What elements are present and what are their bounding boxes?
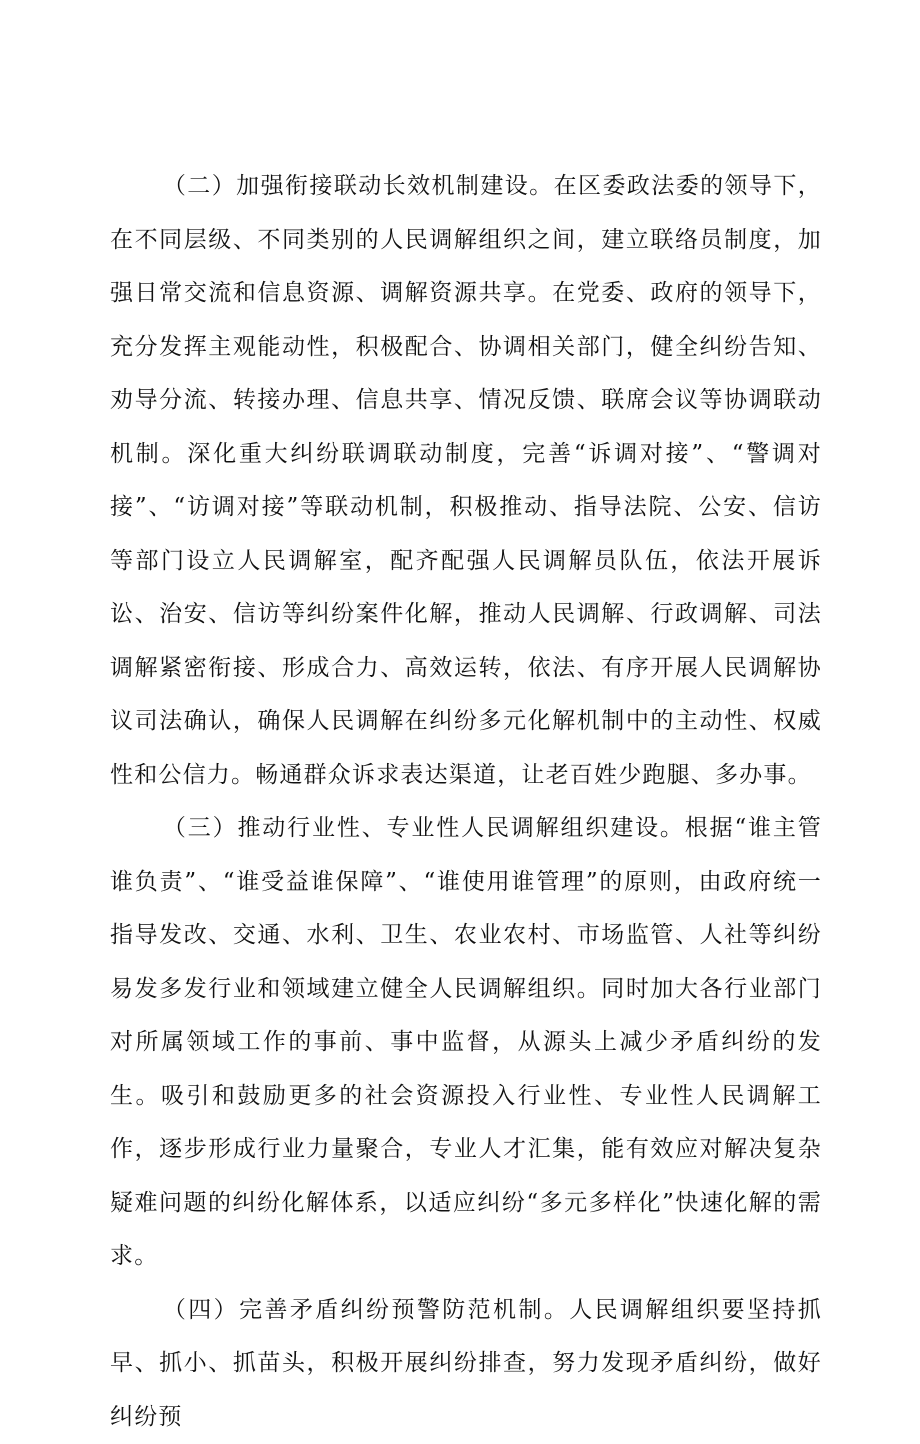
paragraph-section-4: （四）完善矛盾纠纷预警防范机制。人民调解组织要坚持抓早、抓小、抓苗头，积极开展纠纷排查，努力发现矛盾纠纷，做好纠纷预 — [110, 1284, 822, 1444]
document-body — [110, 160, 822, 1444]
paragraph-section-2: （二）加强衔接联动长效机制建设。在区委政法委的领导下，在不同层级、不同类别的人民调解组织之间，建立联络员制度，加强日常交流和信息资源、调解资源共享。在党委、政府的领导下，充分发挥主观能动性，积极配合、协调相关部门，健全纠纷告知、劝导分流、转接办理、信息共享、情况反馈、联席会议等协调联动机制。深化重大纠纷联调联动制度，完善“诉调对接”、“警调对接”、“访调对接”等联动机制，积极推动、指导法院、公安、信访等部门设立人民调解室，配齐配强人民调解员队伍，依法开展诉讼、治安、信访等纠纷案件化解，推动人民调解、行政调解、司法调解紧密衔接、形成合力、高效运转，依法、有序开展人民调解协议司法确认，确保人民调解在纠纷多元化解机制中的主动性、权威性和公信力。畅通群众诉求表达渠道，让老百姓少跑腿、多办事。 — [110, 160, 822, 802]
paragraph-section-3: （三）推动行业性、专业性人民调解组织建设。根据“谁主管谁负责”、“谁受益谁保障”、“谁使用谁管理”的原则，由政府统一指导发改、交通、水利、卫生、农业农村、市场监管、人社等纠纷易发多发行业和领域建立健全人民调解组织。同时加大各行业部门对所属领域工作的事前、事中监督，从源头上减少矛盾纠纷的发生。吸引和鼓励更多的社会资源投入行业性、专业性人民调解工作，逐步形成行业力量聚合，专业人才汇集，能有效应对解决复杂疑难问题的纠纷化解体系，以适应纠纷“多元多样化”快速化解的需求。 — [110, 802, 822, 1284]
